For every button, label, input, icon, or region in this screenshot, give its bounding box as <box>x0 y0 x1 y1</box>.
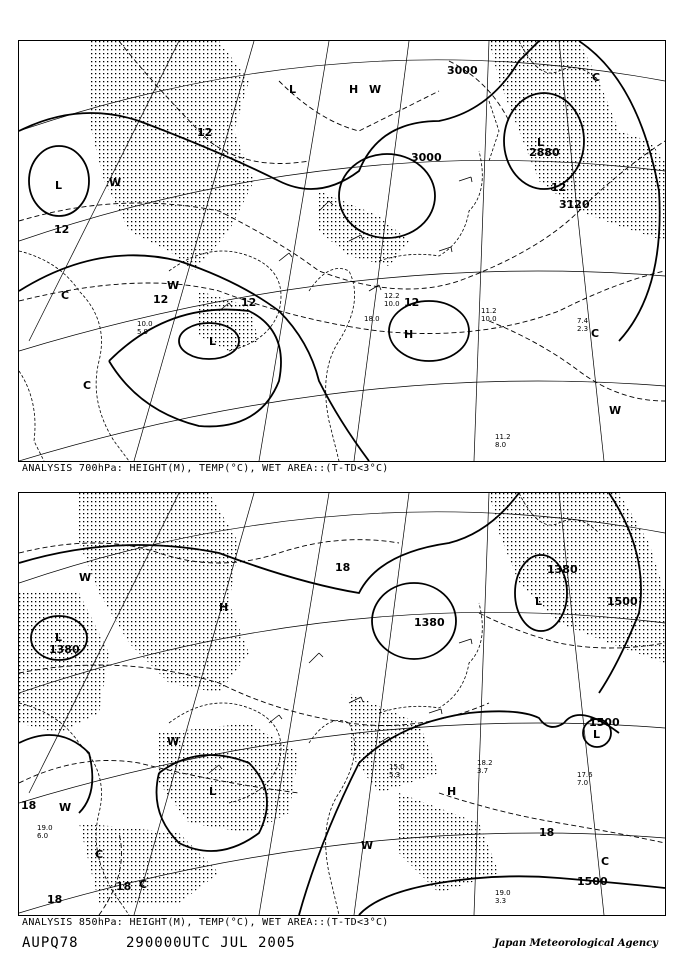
station-dewpoint: 2.3 <box>577 325 589 333</box>
height-label: 1380 <box>414 616 445 629</box>
warm-center: W <box>369 83 382 96</box>
station-temp: 7.4 <box>577 317 589 325</box>
low-center: L <box>55 631 63 644</box>
warm-center: W <box>109 176 122 189</box>
station-dewpoint: 5.3 <box>389 771 401 779</box>
warm-center: W <box>167 279 180 292</box>
low-center: L <box>209 335 217 348</box>
station-dewpoint: 5.9 <box>137 328 149 336</box>
height-label: 3120 <box>559 198 590 211</box>
low-center: L <box>537 136 545 149</box>
cold-center: C <box>591 327 600 340</box>
temp-label: 12 <box>54 223 70 236</box>
station-temp: 19.0 <box>495 889 511 897</box>
station-temp: 15.0 <box>389 763 405 771</box>
cold-center: C <box>83 379 92 392</box>
height-label: 1380 <box>547 563 578 576</box>
cold-center: C <box>592 71 601 84</box>
temp-label: 18 <box>539 826 555 839</box>
high-center: H <box>447 785 457 798</box>
station-temp: 12.2 <box>384 292 400 300</box>
station-temp: 11.2 <box>495 433 511 441</box>
caption-700hpa: ANALYSIS 700hPa: HEIGHT(M), TEMP(°C), WET AREA::(T-TD<3°C) <box>22 463 389 474</box>
temp-label: 18 <box>47 893 63 906</box>
high-center: H <box>349 83 359 96</box>
station-temp: 10.0 <box>137 320 153 328</box>
station-dewpoint: 8.0 <box>495 441 507 449</box>
valid-time: 290000UTC JUL 2005 <box>126 935 296 951</box>
warm-center: W <box>609 404 622 417</box>
height-label: 1500 <box>577 875 608 888</box>
height-label: 1500 <box>607 595 638 608</box>
station-dewpoint: 10.0 <box>481 315 497 323</box>
height-label: 1380 <box>49 643 80 656</box>
warm-center: W <box>59 801 72 814</box>
chart-panel-850hpa <box>18 492 666 916</box>
temp-label: 18 <box>21 799 37 812</box>
station-dewpoint: 7.0 <box>577 779 589 787</box>
temp-label: 12 <box>551 181 567 194</box>
temp-label: 18 <box>116 880 132 893</box>
temp-label: 18 <box>335 561 351 574</box>
temp-label: 12 <box>197 126 213 139</box>
low-center: L <box>535 595 543 608</box>
chart-id: AUPQ78 <box>22 935 79 951</box>
station-temp: 18.0 <box>364 315 380 323</box>
caption-850hpa: ANALYSIS 850hPa: HEIGHT(M), TEMP(°C), WET AREA::(T-TD<3°C) <box>22 917 389 928</box>
station-dewpoint: 3.7 <box>477 767 489 775</box>
high-center: H <box>404 328 414 341</box>
station-dewpoint: 3.3 <box>495 897 507 905</box>
height-label: 3000 <box>447 64 478 77</box>
station-dewpoint: 6.0 <box>37 832 49 840</box>
cold-center: C <box>601 855 610 868</box>
temp-label: 12 <box>153 293 169 306</box>
low-center: L <box>289 83 297 96</box>
agency-credit: Japan Meteorological Agency <box>494 938 658 949</box>
low-center: L <box>55 179 63 192</box>
station-temp: 17.6 <box>577 771 593 779</box>
cold-center: C <box>139 878 148 891</box>
chart-panel-700hpa <box>18 40 666 462</box>
map-850hpa <box>19 493 665 915</box>
station-dewpoint: 10.0 <box>384 300 400 308</box>
height-label: 2880 <box>529 146 560 159</box>
warm-center: W <box>361 839 374 852</box>
temp-label: 12 <box>404 296 420 309</box>
height-label: 3000 <box>411 151 442 164</box>
warm-center: W <box>167 735 180 748</box>
temp-label: 12 <box>241 296 257 309</box>
cold-center: C <box>95 848 104 861</box>
low-center: L <box>209 785 217 798</box>
low-center: L <box>593 728 601 741</box>
map-700hpa <box>19 41 665 461</box>
high-center: H <box>219 601 229 614</box>
warm-center: W <box>79 571 92 584</box>
cold-center: C <box>61 289 70 302</box>
station-temp: 18.2 <box>477 759 493 767</box>
wet-area <box>19 493 665 903</box>
station-temp: 19.0 <box>37 824 53 832</box>
height-label: 1500 <box>589 716 620 729</box>
station-temp: 11.2 <box>481 307 497 315</box>
